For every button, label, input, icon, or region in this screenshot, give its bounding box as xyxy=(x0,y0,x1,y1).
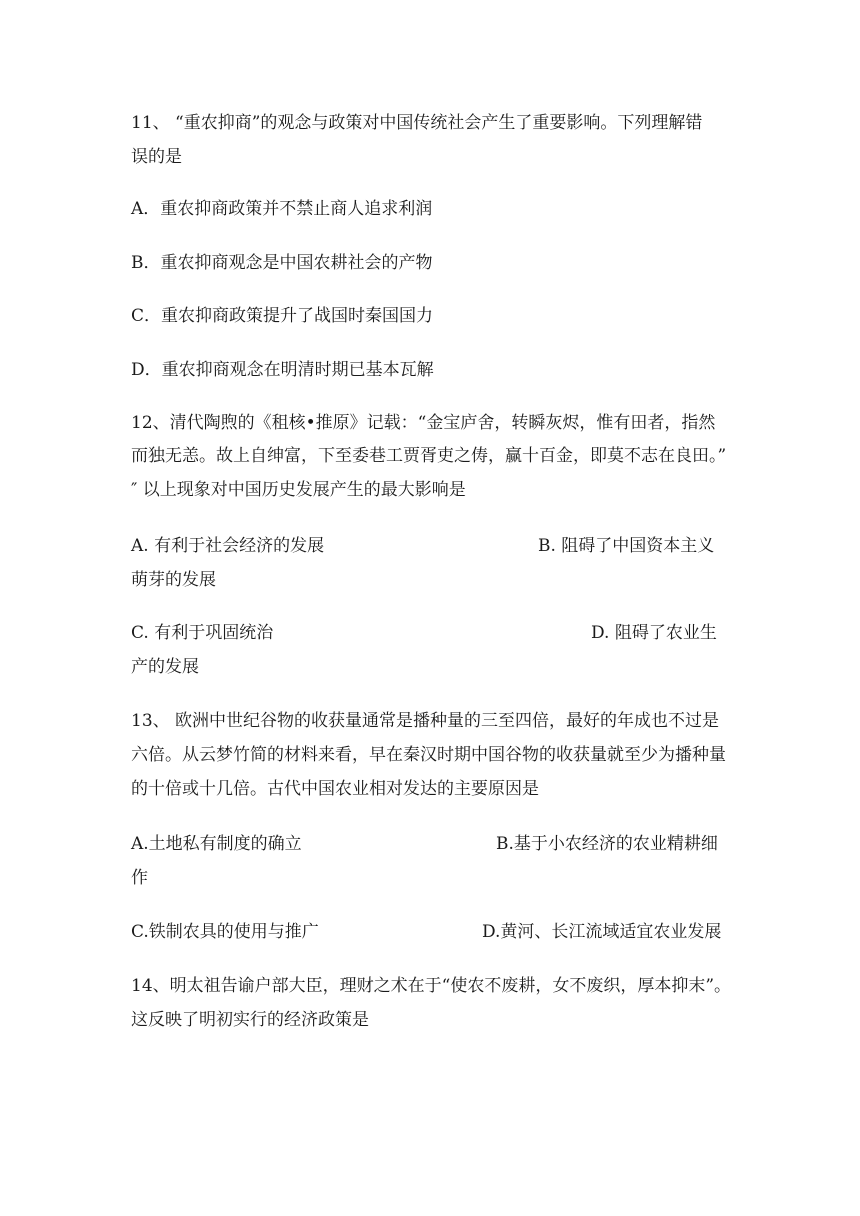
question-14-stem-line-2: 这反映了明初实行的经济政策是 xyxy=(131,1010,369,1030)
question-11-stem-line-1: 11、 “重农抑商”的观念与政策对中国传统社会产生了重要影响。下列理解错 xyxy=(131,113,703,133)
question-12-option-c: C. 有利于巩固统治 xyxy=(131,623,274,643)
question-12-stem-line-1: 12、清代陶煦的《租核•推原》记载：“金宝庐舍，转瞬灰烬，惟有田者，指然 xyxy=(131,413,716,433)
question-12-stem-line-3: ″ 以上现象对中国历史发展产生的最大影响是 xyxy=(131,480,466,500)
question-13-option-b-continued: 作 xyxy=(131,868,148,888)
question-12-option-a: A. 有利于社会经济的发展 xyxy=(131,536,325,556)
question-11-option-d: D．重农抑商观念在明清时期已基本瓦解 xyxy=(131,360,434,380)
question-13-stem-line-1: 13、 欧洲中世纪谷物的收获量通常是播种量的三至四倍，最好的年成也不过是 xyxy=(131,711,720,731)
question-12-option-d-continued: 产的发展 xyxy=(131,657,199,677)
question-13-option-c: C.铁制农具的使用与推广 xyxy=(131,922,319,942)
question-11-option-c: C．重农抑商政策提升了战国时秦国国力 xyxy=(131,306,434,326)
question-11-option-a: A．重农抑商政策并不禁止商人追求利润 xyxy=(131,199,433,219)
question-12-option-d: D. 阻碍了农业生 xyxy=(591,623,717,643)
question-11-option-b: B．重农抑商观念是中国农耕社会的产物 xyxy=(131,253,433,273)
question-13-stem-line-2: 六倍。从云梦竹简的材料来看，早在秦汉时期中国谷物的收获量就至少为播种量 xyxy=(131,745,726,765)
question-12-stem-line-2: 而独无恙。故上自绅富，下至委巷工贾胥吏之俦，赢十百金，即莫不志在良田。” xyxy=(131,446,727,466)
question-13-option-b: B.基于小农经济的农业精耕细 xyxy=(496,834,718,854)
question-14-stem-line-1: 14、明太祖告谕户部大臣，理财之术在于“使农不废耕，女不废织，厚本抑末”。 xyxy=(131,976,732,996)
question-13-option-d: D.黄河、长江流域适宜农业发展 xyxy=(482,922,722,942)
question-13-option-a: A.土地私有制度的确立 xyxy=(131,834,302,854)
question-12-option-b: B. 阻碍了中国资本主义 xyxy=(538,536,715,556)
question-11-stem-line-2: 误的是 xyxy=(131,147,182,167)
question-13-stem-line-3: 的十倍或十几倍。古代中国农业相对发达的主要原因是 xyxy=(131,779,539,799)
question-12-option-b-continued: 萌芽的发展 xyxy=(131,570,216,590)
